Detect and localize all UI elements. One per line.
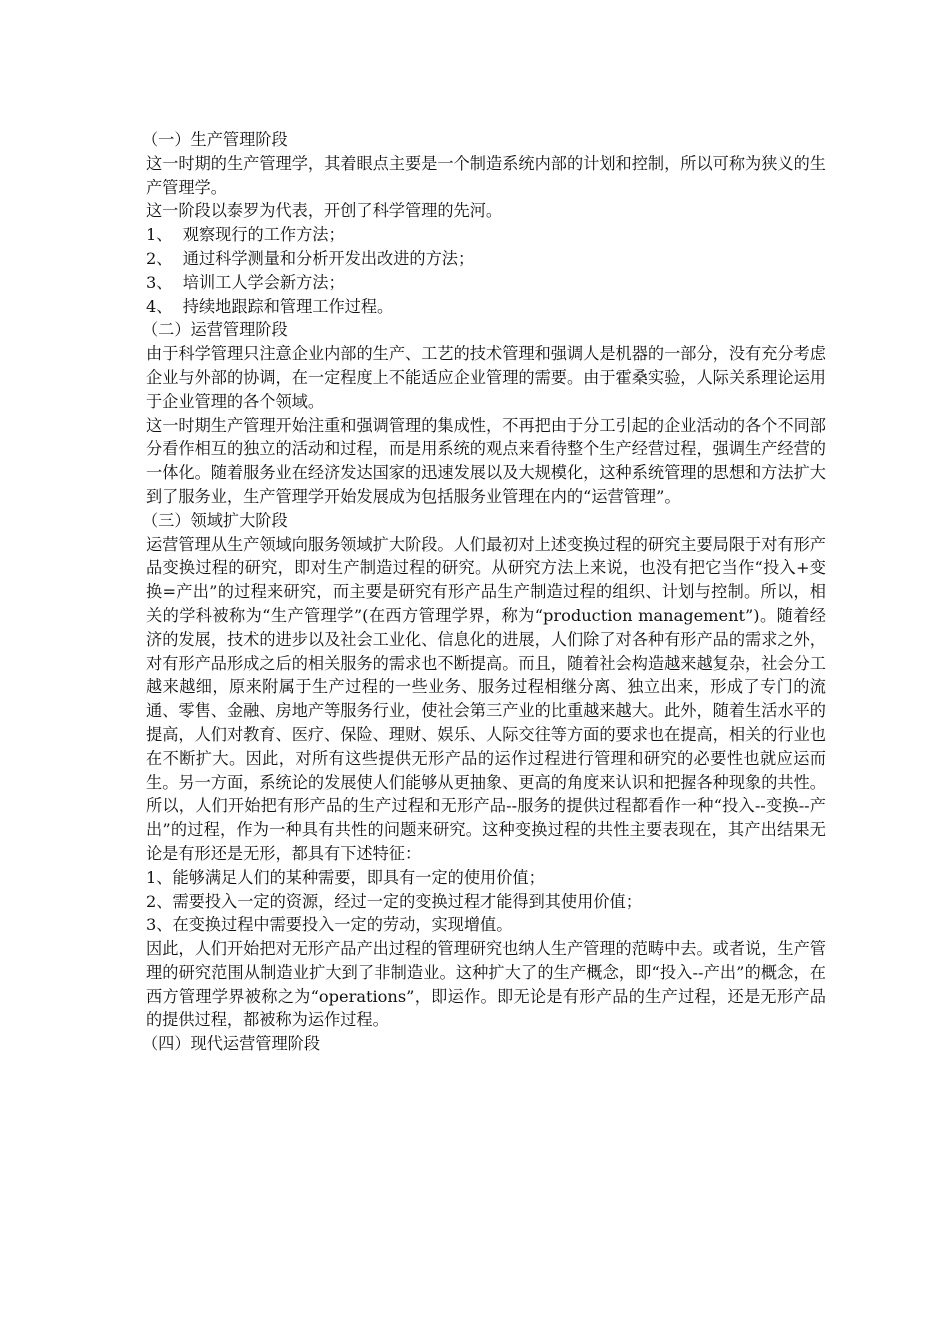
- paragraph-narrow-definition: 这一时期的生产管理学，其着眼点主要是一个制造系统内部的计划和控制，所以可称为狭义的生产管理学。: [146, 153, 826, 197]
- list-item-resources: 2、需要投入一定的资源，经过一定的变换过程才能得到其使用价值；: [146, 891, 642, 911]
- list-item-improve-methods: 2、 通过科学测量和分析开发出改进的方法；: [146, 248, 475, 268]
- section-heading-production-management: （一）生产管理阶段: [142, 130, 288, 149]
- paragraph-scientific-management-limits: 由于科学管理只注意企业内部的生产、工艺的技术管理和强调人是机器的一部分，没有充分考虑企业与外部的协调，在一定程度上不能适应企业管理的需要。由于霍桑实验，人际关系理论运用于企业管理的各个领域。: [146, 344, 826, 411]
- section-heading-field-expansion: （三）领域扩大阶段: [142, 510, 288, 530]
- section-heading-operations-management: （二）运营管理阶段: [142, 320, 288, 340]
- paragraph-taylor: 这一阶段以泰罗为代表，开创了科学管理的先河。: [146, 201, 503, 221]
- paragraph-integration: 这一时期生产管理开始注重和强调管理的集成性，不再把由于分工引起的企业活动的各个不同部分看作相互的独立的活动和过程，而是用系统的观点来看待整个生产经营过程，强调生产经营的一体化。随着服务业在经济发达国家的迅速发展以及大规模化，这种系统管理的思想和方法扩大到了服务业，生产管理学开始发展成为包括服务业管理在内的“运营管理”。: [146, 415, 826, 506]
- list-item-train-workers: 3、 培训工人学会新方法；: [146, 272, 345, 292]
- paragraph-operations-concept: 因此，人们开始把对无形产品产出过程的管理研究也纳人生产管理的范畴中去。或者说，生产管理的研究范围从制造业扩大到了非制造业。这种扩大了的生产概念，即“投入--产出”的概念，在西方管理学界被称之为“operations”，即运作。即无论是有形产品的生产过程，还是无形产品的提供过程，都被称为运作过程。: [146, 939, 826, 1030]
- list-item-track-process: 4、 持续地跟踪和管理工作过程。: [146, 296, 394, 316]
- list-item-value-added: 3、在变换过程中需要投入一定的劳动，实现增值。: [146, 915, 513, 935]
- list-item-observe-methods: 1、 观察现行的工作方法；: [146, 225, 345, 245]
- list-item-use-value: 1、能够满足人们的某种需要，即具有一定的使用价值；: [146, 867, 545, 887]
- document-body: [142, 128, 826, 1056]
- section-heading-modern-operations: （四）现代运营管理阶段: [142, 1034, 321, 1054]
- paragraph-service-expansion: 运营管理从生产领域向服务领域扩大阶段。人们最初对上述变换过程的研究主要局限于对有形产品变换过程的研究，即对生产制造过程的研究。从研究方法上来说，也没有把它当作“投入+变换=产出”的过程来研究，而主要是研究有形产品生产制造过程的组织、计划与控制。所以，相关的学科被称为“生产管理学”(在西方管理学界，称为“production management”)。随着经济的发展，技术的进步以及社会工业化、信息化的进展，人们除了对各种有形产品的需求之外，对有形产品形成之后的相关服务的需求也不断提高。而且，随着社会构造越来越复杂，社会分工越来越细，原来附属于生产过程的一些业务、服务过程相继分离、独立出来，形成了专门的流通、零售、金融、房地产等服务行业，使社会第三产业的比重越来越大。此外，随着生活水平的提高，人们对教育、医疗、保险、理财、娱乐、人际交往等方面的要求也在提高，相关的行业也在不断扩大。因此，对所有这些提供无形产品的运作过程进行管理和研究的必要性也就应运而生。另一方面，系统论的发展使人们能够从更抽象、更高的角度来认识和把握各种现象的共性。所以，人们开始把有形产品的生产过程和无形产品--服务的提供过程都看作一种“投入--变换--产出”的过程，作为一种具有共性的问题来研究。这种变换过程的共性主要表现在，其产出结果无论是有形还是无形，都具有下述特征：: [146, 534, 826, 863]
